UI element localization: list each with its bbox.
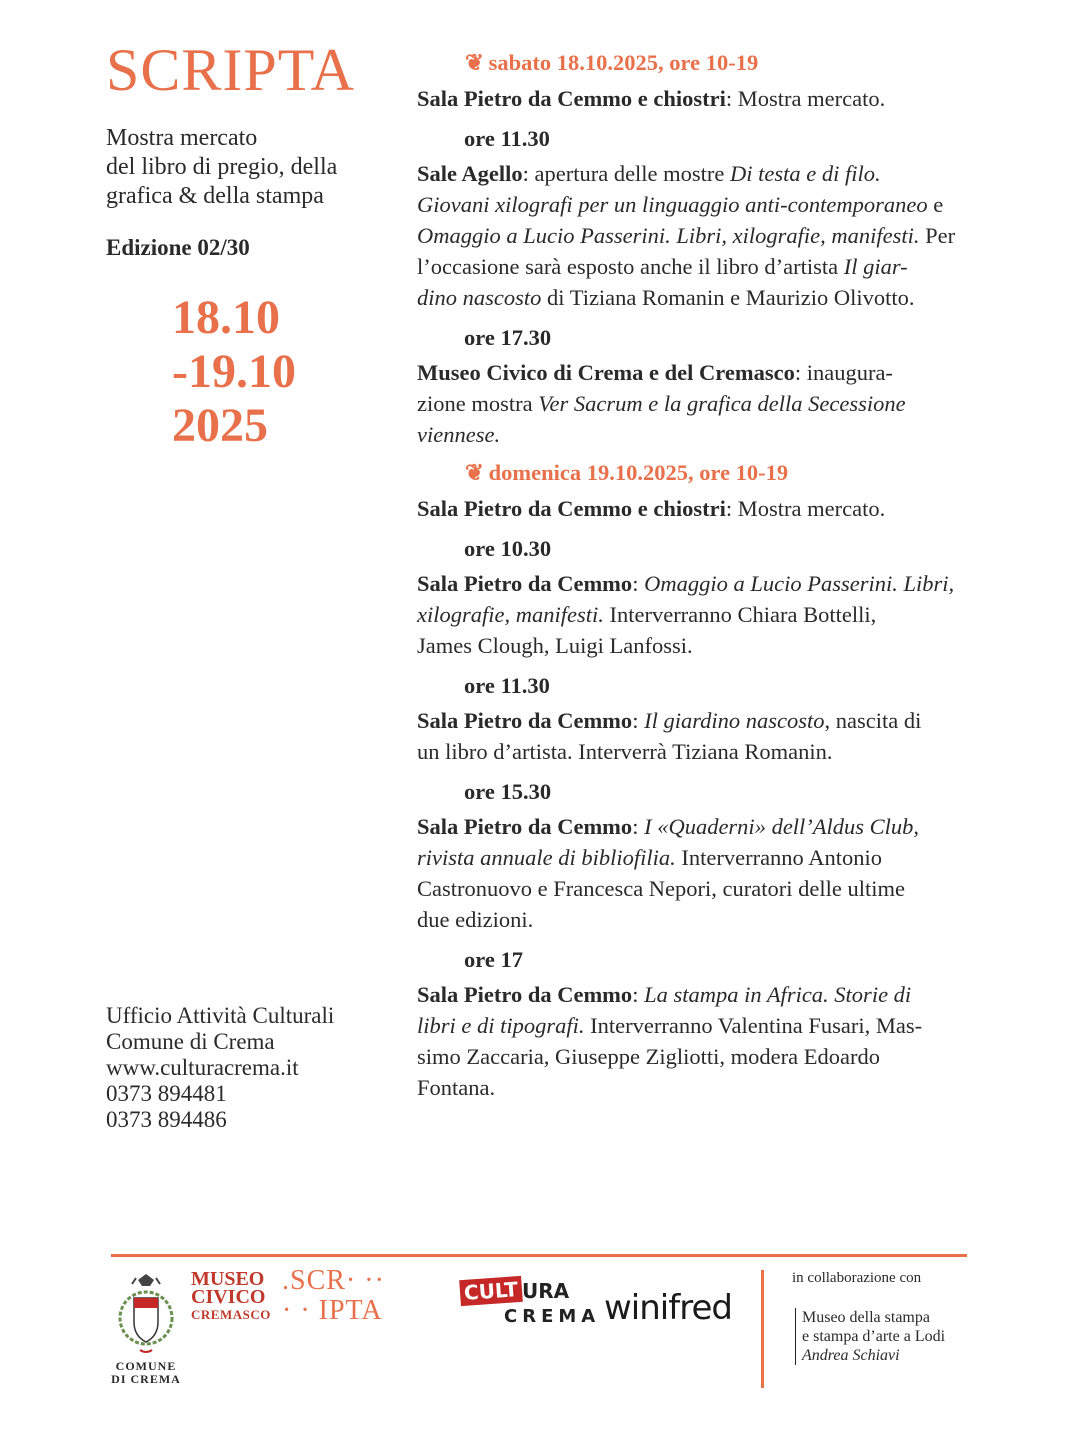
time-label: ore 17.30 bbox=[464, 325, 552, 350]
comune-label: COMUNE DI CREMA bbox=[111, 1359, 181, 1386]
venue: Sala Pietro da Cemmo e chiostri bbox=[417, 496, 726, 521]
program-item: Sala Pietro da Cemmo e chiostri: Mostra mercato. bbox=[417, 86, 886, 111]
program-item: Sala Pietro da Cemmo: Omaggio a Lucio Passerini. Libri, xilografie, manifesti. Interverranno Chiara Bottelli, James Clough, Luigi Lanfossi. bbox=[417, 571, 955, 658]
phone-number: 0373 894486 bbox=[106, 1107, 227, 1132]
scripta-logo: .SCR· ·· · · IPTA bbox=[282, 1265, 385, 1326]
day-heading: ❦ domenica 19.10.2025, ore 10-19 bbox=[465, 456, 987, 493]
subtitle-line: del libro di pregio, della bbox=[106, 154, 338, 180]
program-item: Sale Agello: apertura delle mostre Di testa e di filo. Giovani xilografi per un linguaggio anti-contemporaneo e Omaggio a Lucio Passerini. Libri, xilografie, manifesti. Per l’occasione sarà esposto anche il libro d’artista Il giar- dino nascosto di Tiziana Romanin e Maurizio Olivotto. bbox=[417, 161, 956, 310]
time-label: ore 17 bbox=[464, 947, 523, 972]
venue: Museo Civico di Crema e del Cremasco bbox=[417, 360, 795, 385]
coat-of-arms-icon bbox=[110, 1272, 182, 1360]
partner-museo-stampa: Museo della stampa e stampa d’arte a Lodi Andrea Schiavi bbox=[795, 1308, 945, 1365]
time-label: ore 11.30 bbox=[464, 673, 550, 698]
municipality-name: Comune di Crema bbox=[106, 1029, 275, 1054]
program bbox=[417, 46, 987, 1109]
venue: Sala Pietro da Cemmo bbox=[417, 708, 633, 733]
venue: Sala Pietro da Cemmo bbox=[417, 571, 633, 596]
subtitle bbox=[106, 124, 396, 211]
collaboration-label: in collaborazione con bbox=[792, 1270, 922, 1286]
program-item: Sala Pietro da Cemmo: La stampa in Africa. Storie di libri e di tipografi. Interverranno Valentina Fusari, Mas- simo Zaccaria, Giuseppe Zigliotti, modera Edoardo Fontana. bbox=[417, 982, 923, 1100]
winifred-logo: winifred bbox=[604, 1288, 732, 1328]
subtitle-line: Mostra mercato bbox=[106, 125, 258, 151]
time-label: ore 15.30 bbox=[464, 779, 552, 804]
office-name: Ufficio Attività Culturali bbox=[106, 1003, 335, 1028]
footer-divider bbox=[111, 1254, 967, 1257]
venue: Sale Agello bbox=[417, 161, 523, 186]
page-title: SCRIPTA bbox=[106, 37, 355, 103]
footer-vertical-divider bbox=[761, 1270, 764, 1388]
date-line: -19.10 bbox=[172, 345, 296, 398]
comune-di-crema-logo bbox=[110, 1272, 182, 1392]
program-item: Museo Civico di Crema e del Cremasco: inaugura- zione mostra Ver Sacrum e la grafica della Secessione viennese. bbox=[417, 360, 906, 447]
program-item: Sala Pietro da Cemmo e chiostri: Mostra mercato. bbox=[417, 496, 886, 521]
ivy-leaf-icon: ❦ bbox=[465, 460, 484, 485]
program-item: Sala Pietro da Cemmo: I «Quaderni» dell’Aldus Club, rivista annuale di bibliofilia. Interverranno Antonio Castronuovo e Francesca Nepori, curatori delle ultime due edizioni. bbox=[417, 814, 920, 932]
day-heading: ❦ sabato 18.10.2025, ore 10-19 bbox=[465, 46, 987, 83]
time-label: ore 10.30 bbox=[464, 536, 552, 561]
cultura-crema-logo: CULT URA CREMA bbox=[460, 1278, 600, 1327]
website-link[interactable]: www.culturacrema.it bbox=[106, 1055, 299, 1080]
museo-civico-logo: MUSEO CIVICO CREMASCO bbox=[191, 1268, 271, 1322]
date-line: 2025 bbox=[172, 399, 268, 452]
edition-label: Edizione 02/30 bbox=[106, 235, 250, 260]
venue: Sala Pietro da Cemmo bbox=[417, 814, 633, 839]
left-column bbox=[106, 38, 396, 453]
venue: Sala Pietro da Cemmo bbox=[417, 982, 633, 1007]
subtitle-line: grafica & della stampa bbox=[106, 183, 324, 209]
ivy-leaf-icon: ❦ bbox=[465, 50, 484, 75]
venue: Sala Pietro da Cemmo e chiostri bbox=[417, 86, 726, 111]
contact-info bbox=[106, 1003, 334, 1133]
date-line: 18.10 bbox=[172, 291, 280, 344]
phone-number: 0373 894481 bbox=[106, 1081, 227, 1106]
program-item: Sala Pietro da Cemmo: Il giardino nascosto, nascita di un libro d’artista. Interverrà Tiziana Romanin. bbox=[417, 708, 922, 764]
event-dates bbox=[172, 291, 396, 453]
time-label: ore 11.30 bbox=[464, 126, 550, 151]
